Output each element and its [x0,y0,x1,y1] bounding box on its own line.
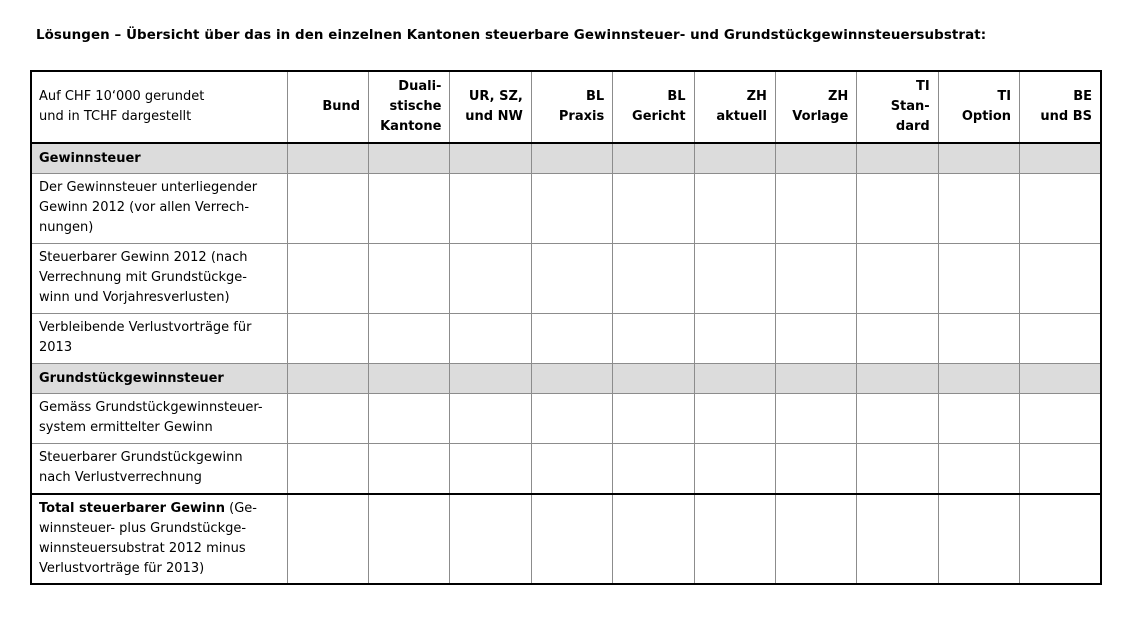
column-header [857,71,938,143]
column-header-line: und NW [465,109,523,124]
table-row [31,394,1101,444]
solution-table [30,70,1102,585]
empty-cell[interactable] [450,174,531,244]
empty-cell[interactable] [287,244,368,314]
empty-cell[interactable] [369,143,450,174]
empty-cell[interactable] [613,494,694,584]
total-row [31,494,1101,584]
empty-cell[interactable] [938,444,1019,494]
empty-cell[interactable] [775,494,856,584]
empty-cell[interactable] [857,244,938,314]
row-label-line: Verlustvorträge für 2013) [39,560,205,576]
empty-cell[interactable] [450,394,531,444]
empty-cell[interactable] [857,314,938,364]
empty-cell[interactable] [775,394,856,444]
empty-cell[interactable] [531,364,612,394]
row-label-line: winn und Vorjahresverlusten) [39,290,230,305]
column-header-line: aktuell [716,109,767,124]
empty-cell[interactable] [287,143,368,174]
empty-cell[interactable] [938,494,1019,584]
column-header-line: Duali- [398,79,442,94]
row-label [31,314,287,364]
row-label [31,244,287,314]
empty-cell[interactable] [287,364,368,394]
section-label [31,364,287,394]
column-header [775,71,856,143]
column-header-line: dard [895,119,930,134]
empty-cell[interactable] [531,143,612,174]
empty-cell[interactable] [857,364,938,394]
empty-cell[interactable] [1020,364,1101,394]
empty-cell[interactable] [613,444,694,494]
section-label [31,143,287,174]
row-label-line: system ermittelter Gewinn [39,420,213,435]
empty-cell[interactable] [694,314,775,364]
column-header-line: ZH [746,89,767,104]
row-label-line: Verrechnung mit Grundstückge- [39,270,247,285]
table-body [31,143,1101,584]
column-header-line: TI [915,79,930,94]
empty-cell[interactable] [1020,244,1101,314]
row-label-line: Gewinnsteuer [39,150,141,166]
empty-cell[interactable] [694,174,775,244]
row-label-line: winnsteuersubstrat 2012 minus [39,540,246,556]
empty-cell[interactable] [775,314,856,364]
table-row [31,444,1101,494]
empty-cell[interactable] [775,244,856,314]
empty-cell[interactable] [857,494,938,584]
column-header-line: Kantone [380,119,442,134]
empty-cell[interactable] [531,394,612,444]
empty-cell[interactable] [1020,143,1101,174]
column-header [613,71,694,143]
empty-cell[interactable] [613,143,694,174]
column-header-line: BL [585,89,605,104]
empty-cell[interactable] [369,364,450,394]
column-header [938,71,1019,143]
row-label-line: winnsteuer- plus Grundstückge- [39,520,247,536]
empty-cell[interactable] [531,444,612,494]
empty-cell[interactable] [613,244,694,314]
row-label-line: (Ge- [225,500,257,516]
column-header-line: BE [1073,89,1092,104]
row-label-line: Der Gewinnsteuer unterliegender [39,180,258,195]
column-header [369,71,450,143]
empty-cell[interactable] [857,394,938,444]
empty-cell[interactable] [287,444,368,494]
column-header-line: und BS [1040,109,1092,124]
page-title: Lösungen – Übersicht über das in den einzelnen Kantonen steuerbare Gewinnsteuer- und Grundstückgewinnsteuersubstrat: [36,28,987,43]
column-header-line: UR, SZ, [468,89,523,104]
header-unit-line: Auf CHF 10‘000 gerundet [39,89,205,104]
column-header-line: Praxis [558,109,605,124]
empty-cell[interactable] [694,244,775,314]
section-row [31,143,1101,174]
empty-cell[interactable] [1020,444,1101,494]
empty-cell[interactable] [369,314,450,364]
empty-cell[interactable] [857,143,938,174]
empty-cell[interactable] [613,364,694,394]
empty-cell[interactable] [369,394,450,444]
row-label [31,444,287,494]
table-header-row [31,71,1101,143]
empty-cell[interactable] [613,314,694,364]
row-label-line: Steuerbarer Grundstückgewinn [39,450,243,465]
empty-cell[interactable] [694,394,775,444]
total-label-bold: Total steuerbarer Gewinn [39,500,225,516]
column-header [531,71,612,143]
empty-cell[interactable] [450,364,531,394]
empty-cell[interactable] [531,174,612,244]
empty-cell[interactable] [694,143,775,174]
header-unit-note [31,71,287,143]
empty-cell[interactable] [938,364,1019,394]
empty-cell[interactable] [694,494,775,584]
empty-cell[interactable] [287,314,368,364]
empty-cell[interactable] [531,494,612,584]
empty-cell[interactable] [775,444,856,494]
table-row [31,314,1101,364]
table-row [31,174,1101,244]
empty-cell[interactable] [287,494,368,584]
empty-cell[interactable] [938,314,1019,364]
empty-cell[interactable] [450,244,531,314]
empty-cell[interactable] [369,444,450,494]
empty-cell[interactable] [1020,314,1101,364]
empty-cell[interactable] [1020,394,1101,444]
empty-cell[interactable] [775,174,856,244]
section-row [31,364,1101,394]
row-label [31,174,287,244]
column-header-line: BL [667,89,686,104]
column-header [450,71,531,143]
column-header-line: Bund [322,99,361,114]
empty-cell[interactable] [450,314,531,364]
empty-cell[interactable] [938,143,1019,174]
empty-cell[interactable] [1020,494,1101,584]
empty-cell[interactable] [1020,174,1101,244]
empty-cell[interactable] [369,494,450,584]
empty-cell[interactable] [287,174,368,244]
row-label-line: nungen) [39,220,94,235]
header-unit-line: und in TCHF dargestellt [39,109,192,124]
empty-cell[interactable] [938,394,1019,444]
empty-cell[interactable] [369,244,450,314]
row-label-line: Grundstückgewinnsteuer [39,370,224,386]
empty-cell[interactable] [531,244,612,314]
column-header [694,71,775,143]
column-header-line: Vorlage [792,109,849,124]
row-label-line: Gemäss Grundstückgewinnsteuer- [39,400,263,415]
column-header-line: Gericht [632,109,686,124]
empty-cell[interactable] [775,364,856,394]
empty-cell[interactable] [857,444,938,494]
row-label-line: 2013 [39,340,73,355]
empty-cell[interactable] [450,444,531,494]
empty-cell[interactable] [694,444,775,494]
empty-cell[interactable] [694,364,775,394]
empty-cell[interactable] [938,244,1019,314]
column-header-line: Option [961,109,1012,124]
row-label [31,494,287,584]
row-label [31,394,287,444]
empty-cell[interactable] [369,174,450,244]
column-header-line: ZH [828,89,849,104]
empty-cell[interactable] [287,394,368,444]
column-header-line: TI [997,89,1012,104]
column-header-line: stische [389,99,442,114]
empty-cell[interactable] [613,174,694,244]
empty-cell[interactable] [775,143,856,174]
table-row [31,244,1101,314]
empty-cell[interactable] [450,494,531,584]
column-header [287,71,368,143]
row-label-line: Verbleibende Verlustvorträge für [39,320,252,335]
empty-cell[interactable] [938,174,1019,244]
empty-cell[interactable] [857,174,938,244]
column-header [1020,71,1101,143]
row-label-line: nach Verlustverrechnung [39,470,202,485]
row-label-line: Steuerbarer Gewinn 2012 (nach [39,250,248,265]
column-header-line: Stan- [890,99,930,114]
empty-cell[interactable] [531,314,612,364]
row-label-line: Gewinn 2012 (vor allen Verrech- [39,200,250,215]
empty-cell[interactable] [450,143,531,174]
empty-cell[interactable] [613,394,694,444]
